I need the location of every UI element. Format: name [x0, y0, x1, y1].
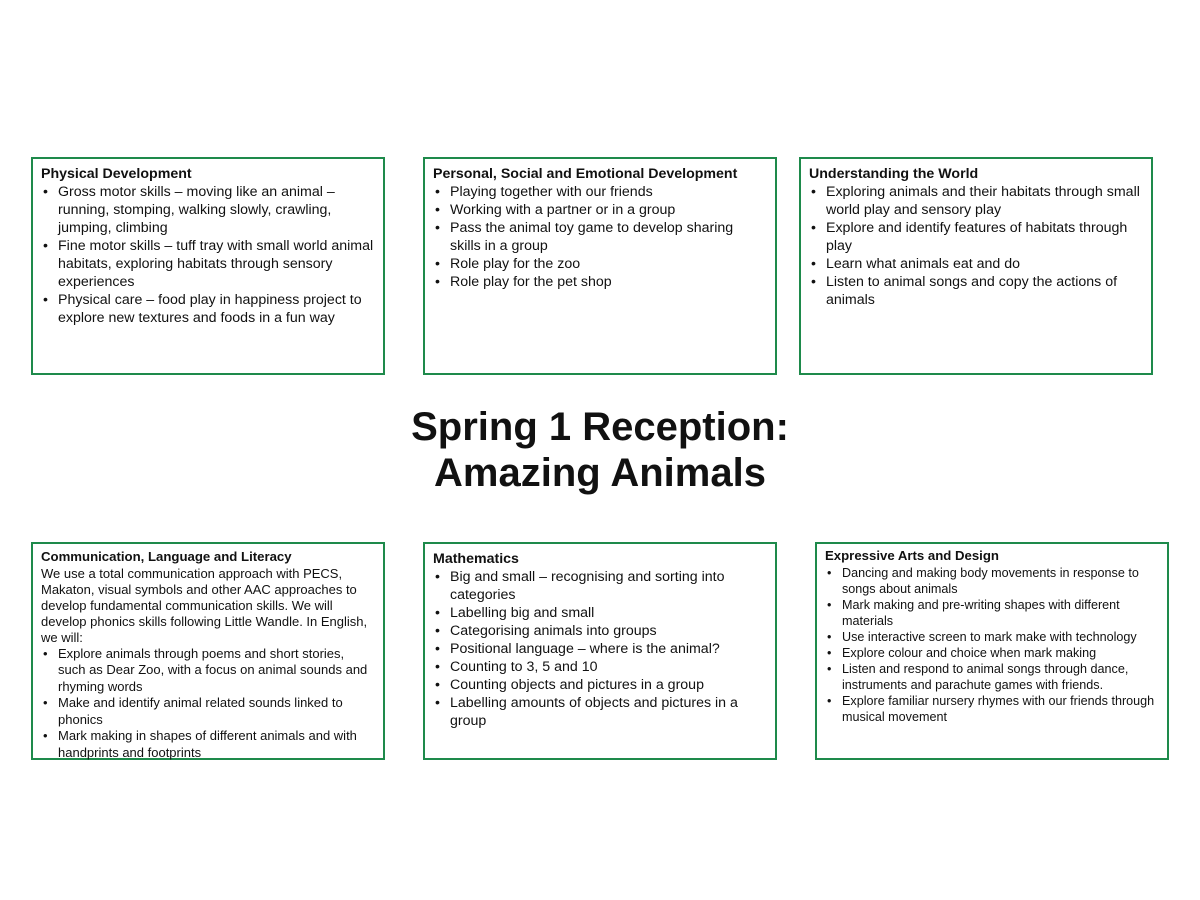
list-item: • Playing together with our friends	[433, 183, 767, 201]
list-item: • Fine motor skills – tuff tray with small world animal habitats, exploring habitats through sensory experiences	[41, 237, 375, 291]
list-item: • Working with a partner or in a group	[433, 201, 767, 219]
communication-list	[41, 646, 375, 762]
expressive-arts-design-heading: Expressive Arts and Design	[825, 548, 999, 563]
list-item: • Gross motor skills – moving like an animal – running, stomping, walking slowly, crawling, jumping, climbing	[41, 183, 375, 237]
list-item: • Explore and identify features of habitats through play	[809, 219, 1143, 255]
list-item: • Role play for the zoo	[433, 255, 767, 273]
understanding-world-list	[809, 183, 1143, 309]
communication-language-literacy-box	[31, 542, 385, 760]
mathematics-list	[433, 568, 767, 730]
list-item: • Mark making and pre-writing shapes with different materials	[825, 597, 1159, 629]
list-item: • Learn what animals eat and do	[809, 255, 1143, 273]
physical-development-list	[41, 183, 375, 327]
understanding-world-heading: Understanding the World	[809, 166, 979, 182]
list-item: • Positional language – where is the animal?	[433, 640, 767, 658]
list-item: • Use interactive screen to mark make with technology	[825, 629, 1159, 645]
list-item: • Counting to 3, 5 and 10	[433, 658, 767, 676]
expressive-arts-list	[825, 565, 1159, 725]
list-item: • Mark making in shapes of different animals and with handprints and footprints	[41, 728, 375, 761]
list-item: • Listen to animal songs and copy the actions of animals	[809, 273, 1143, 309]
understanding-world-box	[799, 157, 1153, 375]
mathematics-heading: Mathematics	[433, 551, 519, 567]
communication-intro-text: We use a total communication approach with PECS, Makaton, visual symbols and other AAC approaches to develop fundamental communication skills. We will develop phonics skills following Little Wandle. In English, we will:	[41, 565, 368, 645]
list-item: • Categorising animals into groups	[433, 622, 767, 640]
list-item: • Big and small – recognising and sorting into categories	[433, 568, 767, 604]
list-item: • Explore animals through poems and short stories, such as Dear Zoo, with a focus on animal sounds and rhyming words	[41, 646, 375, 696]
page-title-line-2: Amazing Animals	[434, 451, 766, 495]
list-item: • Physical care – food play in happiness project to explore new textures and foods in a fun way	[41, 291, 375, 327]
psed-box	[423, 157, 777, 375]
list-item: • Counting objects and pictures in a group	[433, 676, 767, 694]
psed-heading: Personal, Social and Emotional Development	[433, 166, 738, 182]
page-title	[0, 404, 1200, 496]
communication-language-literacy-heading: Communication, Language and Literacy	[41, 549, 292, 564]
list-item: • Make and identify animal related sounds linked to phonics	[41, 695, 375, 728]
list-item: • Explore colour and choice when mark making	[825, 645, 1159, 661]
list-item: • Labelling big and small	[433, 604, 767, 622]
list-item: • Explore familiar nursery rhymes with our friends through musical movement	[825, 693, 1159, 725]
list-item: • Pass the animal toy game to develop sharing skills in a group	[433, 219, 767, 255]
physical-development-heading: Physical Development	[41, 166, 192, 182]
mathematics-box	[423, 542, 777, 760]
page-title-line-1: Spring 1 Reception:	[411, 405, 789, 449]
psed-list	[433, 183, 767, 291]
list-item: • Listen and respond to animal songs through dance, instruments and parachute games with friends.	[825, 661, 1159, 693]
list-item: • Labelling amounts of objects and pictures in a group	[433, 694, 767, 730]
list-item: • Dancing and making body movements in response to songs about animals	[825, 565, 1159, 597]
list-item: • Role play for the pet shop	[433, 273, 767, 291]
expressive-arts-design-box	[815, 542, 1169, 760]
list-item: • Exploring animals and their habitats through small world play and sensory play	[809, 183, 1143, 219]
physical-development-box	[31, 157, 385, 375]
